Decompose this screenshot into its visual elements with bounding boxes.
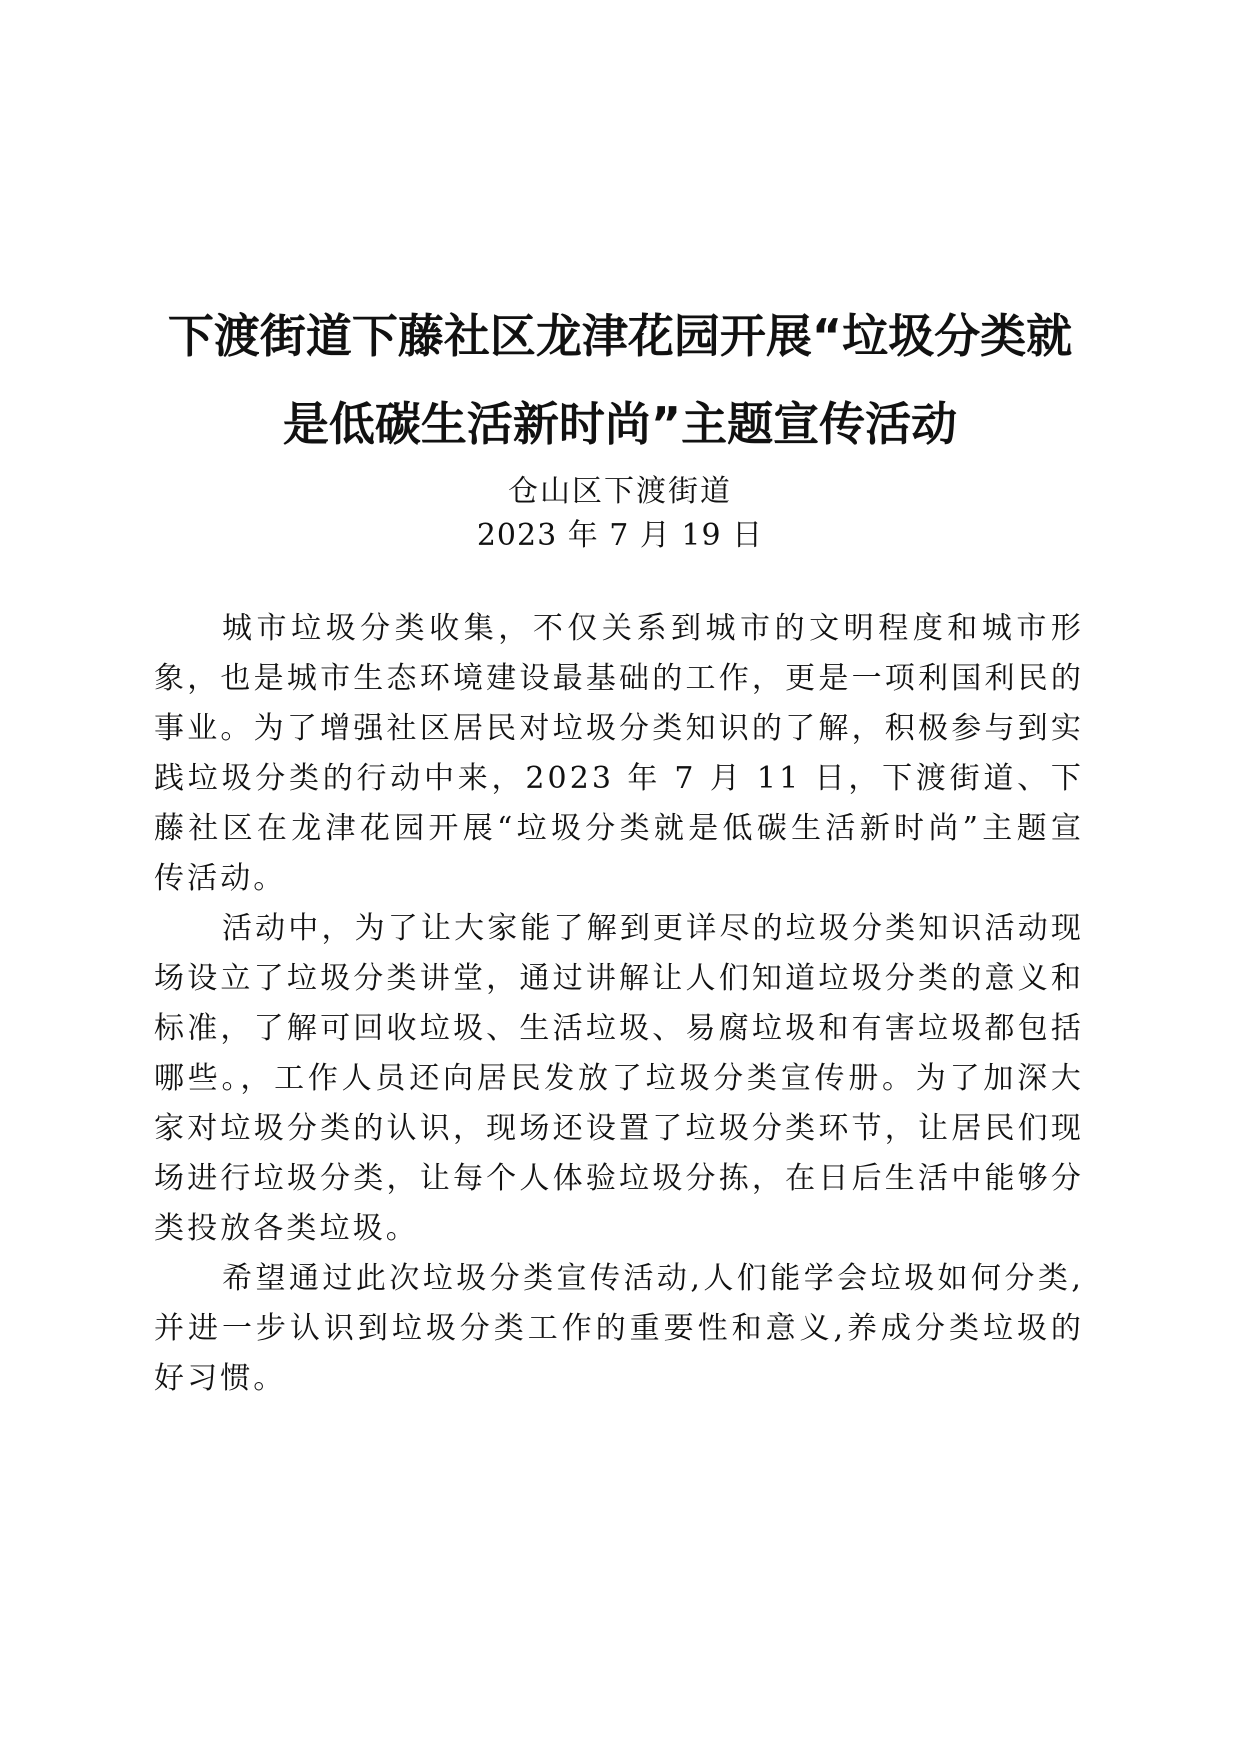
paragraph: 希望通过此次垃圾分类宣传活动,人们能学会垃圾如何分类,并进一步认识到垃圾分类工作的重要性和意义,养成分类垃圾的好习惯。 bbox=[154, 1261, 1084, 1396]
author-line: 仓山区下渡街道 bbox=[508, 474, 732, 509]
paragraph: 活动中，为了让大家能了解到更详尽的垃圾分类知识活动现场设立了垃圾分类讲堂，通过讲解让人们知道垃圾分类的意义和标准，了解可回收垃圾、生活垃圾、易腐垃圾和有害垃圾都包括哪些。，工作人员还向居民发放了垃圾分类宣传册。为了加深大家对垃圾分类的认识，现场还设置了垃圾分类环节，让居民们现场进行垃圾分类，让每个人体验垃圾分拣，在日后生活中能够分类投放各类垃圾。 bbox=[154, 911, 1084, 1246]
date-line: 2023 年 7 月 19 日 bbox=[476, 518, 764, 553]
document-title bbox=[150, 292, 1090, 468]
title-line: 下渡街道下藤社区龙津花园开展“垃圾分类就 bbox=[167, 309, 1073, 363]
title-line: 是低碳生活新时尚”主题宣传活动 bbox=[282, 397, 958, 451]
paragraph: 城市垃圾分类收集，不仅关系到城市的文明程度和城市形象，也是城市生态环境建设最基础的工作，更是一项利国利民的事业。为了增强社区居民对垃圾分类知识的了解，积极参与到实践垃圾分类的行动中来，2023 年 7 月 11 日，下渡街道、下藤社区在龙津花园开展“垃圾分类就是低碳生活新时尚”主题宣传活动。 bbox=[154, 611, 1084, 896]
document-body bbox=[154, 604, 1084, 1404]
